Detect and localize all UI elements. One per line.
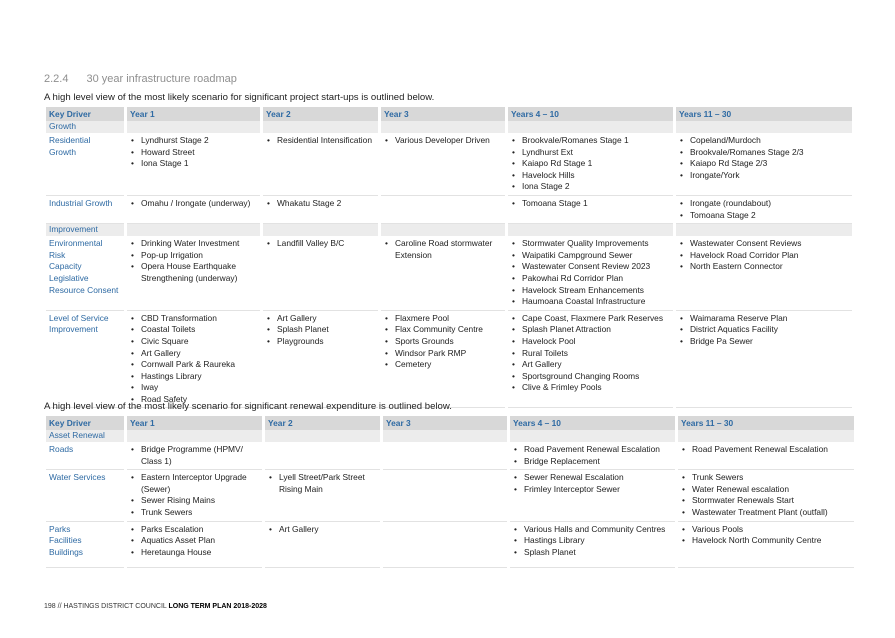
list-item: • Opera House Earthquake Strengthening (underway) (130, 261, 257, 284)
list-item: • Sportsground Changing Rooms (511, 371, 670, 383)
list-item: • Rural Toilets (511, 348, 670, 360)
list-item: • Waipatiki Campground Sewer (511, 250, 670, 262)
list-item: • Omahu / Irongate (underway) (130, 198, 257, 210)
driver-label: Improvement (49, 324, 98, 335)
years-4-10-cell (510, 522, 675, 568)
driver-label: Environmental (49, 238, 103, 249)
list-item: • Irongate (roundabout) (679, 198, 849, 210)
list-item: • Splash Planet Attraction (511, 324, 670, 336)
year-2-cell (265, 442, 380, 470)
list-item: • Road Pavement Renewal Escalation (681, 444, 851, 456)
driver-label: Residential (49, 135, 91, 145)
list-item: • Lyell Street/Park Street Rising Main (268, 472, 377, 495)
list-item: • Bridge Programme (HPMV/ Class 1) (130, 444, 259, 467)
year-1-cell (127, 236, 260, 311)
list-item: • Flaxmere Pool (384, 313, 502, 325)
list-item: • Sewer Rising Mains (130, 495, 259, 507)
col-year-2: Year 2 (265, 416, 380, 430)
list-item: • Howard Street (130, 147, 257, 159)
col-years-11-30: Years 11 – 30 (678, 416, 854, 430)
years-11-30-cell (676, 311, 852, 409)
col-years-11-30: Years 11 – 30 (676, 107, 852, 121)
list-item: • Cape Coast, Flaxmere Park Reserves (511, 313, 670, 325)
year-2-cell (263, 133, 378, 196)
list-item: • Various Developer Driven (384, 135, 502, 147)
list-item: • Havelock Stream Enhancements (511, 285, 670, 297)
year-1-cell (127, 522, 262, 568)
year-1-cell (127, 311, 260, 409)
list-item: • Residential Intensification (266, 135, 375, 147)
list-item: • Cornwall Park & Raureka (130, 359, 257, 371)
col-year-1: Year 1 (127, 107, 260, 121)
year-3-cell (383, 470, 507, 521)
list-item: • Windsor Park RMP (384, 348, 502, 360)
list-item: • CBD Transformation (130, 313, 257, 325)
year-3-cell (383, 442, 507, 470)
list-item: • Wastewater Consent Reviews (679, 238, 849, 250)
group-row-growth (46, 121, 852, 133)
list-item: • North Eastern Connector (679, 261, 849, 273)
list-item: • Various Pools (681, 524, 851, 536)
years-4-10-cell (508, 311, 673, 409)
year-3-cell (381, 133, 505, 196)
driver-label: Growth (49, 146, 76, 157)
group-label-asset-renewal: Asset Renewal (46, 430, 124, 442)
col-year-3: Year 3 (381, 107, 505, 121)
list-item: • Tomoana Stage 2 (679, 210, 849, 222)
list-item: • Art Gallery (130, 348, 257, 360)
table-row (46, 522, 854, 568)
table-row (46, 133, 852, 196)
years-4-10-cell (508, 236, 673, 311)
driver-cell (46, 311, 124, 409)
col-year-3: Year 3 (383, 416, 507, 430)
list-item: • Water Renewal escalation (681, 484, 851, 496)
startups-table (43, 107, 855, 408)
list-item: • Brookvale/Romanes Stage 1 (511, 135, 670, 147)
col-years-4-10: Years 4 – 10 (510, 416, 675, 430)
group-label-improvement: Improvement (46, 224, 124, 236)
driver-cell (46, 442, 124, 470)
list-item: • Havelock Pool (511, 336, 670, 348)
list-item: • Bridge Replacement (513, 456, 672, 468)
year-3-cell (381, 311, 505, 409)
list-item: • Sports Grounds (384, 336, 502, 348)
startups-header-row (46, 107, 852, 121)
years-11-30-cell (678, 442, 854, 470)
year-3-cell (381, 196, 505, 224)
year-2-cell (265, 470, 380, 521)
list-item: • Havelock Hills (511, 170, 670, 182)
driver-label: Capacity (49, 261, 82, 272)
list-item: • Stormwater Quality Improvements (511, 238, 670, 250)
footer-plan-title: LONG TERM PLAN 2018-2028 (168, 603, 267, 610)
year-2-cell (263, 236, 378, 311)
list-item: • Aquatics Asset Plan (130, 535, 259, 547)
table-row (46, 442, 854, 470)
list-item: • Road Safety (130, 394, 257, 406)
driver-cell (46, 133, 124, 196)
list-item: • Wastewater Treatment Plant (outfall) (681, 507, 851, 519)
driver-label: Roads (49, 444, 74, 454)
col-key-driver: Key Driver (46, 107, 124, 121)
list-item: • Kaiapo Rd Stage 1 (511, 158, 670, 170)
year-2-cell (263, 196, 378, 224)
list-item: • Haumoana Coastal Infrastructure (511, 296, 670, 308)
year-2-cell (265, 522, 380, 568)
list-item: • Waimarama Reserve Plan (679, 313, 849, 325)
year-3-cell (381, 236, 505, 311)
list-item: • Pakowhai Rd Corridor Plan (511, 273, 670, 285)
list-item: • Irongate/York (679, 170, 849, 182)
list-item: • Heretaunga House (130, 547, 259, 559)
list-item: • Havelock North Community Centre (681, 535, 851, 547)
list-item: • Lyndhurst Ext (511, 147, 670, 159)
table-row (46, 196, 852, 224)
driver-label: Water Services (49, 472, 106, 483)
list-item: • Iona Stage 1 (130, 158, 257, 170)
years-4-10-cell (510, 442, 675, 470)
list-item: • Playgrounds (266, 336, 375, 348)
list-item: • Tomoana Stage 1 (511, 198, 670, 210)
list-item: • Trunk Sewers (681, 472, 851, 484)
list-item: • Frimley Interceptor Sewer (513, 484, 672, 496)
list-item: • Stormwater Renewals Start (681, 495, 851, 507)
renewals-table (43, 416, 857, 568)
driver-label: Resource Consent (49, 284, 119, 295)
col-year-1: Year 1 (127, 416, 262, 430)
year-1-cell (127, 442, 262, 470)
driver-cell (46, 522, 124, 568)
col-key-driver: Key Driver (46, 416, 124, 430)
year-2-cell (263, 311, 378, 409)
section-title: 30 year infrastructure roadmap (86, 73, 237, 85)
year-1-cell (127, 133, 260, 196)
list-item: • Coastal Toilets (130, 324, 257, 336)
driver-label: Parks (49, 523, 71, 534)
list-item: • Trunk Sewers (130, 507, 259, 519)
list-item: • Art Gallery (511, 359, 670, 371)
group-label-growth: Growth (46, 121, 124, 133)
list-item: • Clive & Frimley Pools (511, 382, 670, 394)
list-item: • Hastings Library (130, 371, 257, 383)
section-number: 2.2.4 (44, 73, 69, 85)
group-row-asset-renewal (46, 430, 854, 442)
years-11-30-cell (678, 470, 854, 521)
years-11-30-cell (676, 133, 852, 196)
list-item: • Pop-up Irrigation (130, 250, 257, 262)
list-item: • Havelock Road Corridor Plan (679, 250, 849, 262)
driver-label: Legislative (49, 272, 89, 283)
list-item: • Bridge Pa Sewer (679, 336, 849, 348)
years-11-30-cell (676, 236, 852, 311)
list-item: • Cemetery (384, 359, 502, 371)
table-row (46, 311, 852, 409)
renewals-intro: A high level view of the most likely scenario for significant renewal expenditure is outlined below. (44, 401, 452, 412)
startups-intro: A high level view of the most likely scenario for significant project start-ups is outlined below. (44, 92, 435, 103)
list-item: • Brookvale/Romanes Stage 2/3 (679, 147, 849, 159)
list-item: • Caroline Road stormwater Extension (384, 238, 502, 261)
driver-cell (46, 196, 124, 224)
driver-label: Facilities (49, 535, 82, 546)
years-11-30-cell (678, 522, 854, 568)
col-years-4-10: Years 4 – 10 (508, 107, 673, 121)
list-item: • Road Pavement Renewal Escalation (513, 444, 672, 456)
years-4-10-cell (508, 133, 673, 196)
list-item: • Iona Stage 2 (511, 181, 670, 193)
list-item: • District Aquatics Facility (679, 324, 849, 336)
table-row (46, 236, 852, 311)
list-item: • Kaiapo Rd Stage 2/3 (679, 158, 849, 170)
list-item: • Whakatu Stage 2 (266, 198, 375, 210)
footer-prefix: 198 // HASTINGS DISTRICT COUNCIL (44, 603, 169, 610)
list-item: • Art Gallery (268, 524, 377, 536)
list-item: • Wastewater Consent Review 2023 (511, 261, 670, 273)
list-item: • Parks Escalation (130, 524, 259, 536)
year-3-cell (383, 522, 507, 568)
table-row (46, 470, 854, 521)
list-item: • Sewer Renewal Escalation (513, 472, 672, 484)
list-item: • Civic Square (130, 336, 257, 348)
list-item: • Lyndhurst Stage 2 (130, 135, 257, 147)
list-item: • Art Gallery (266, 313, 375, 325)
list-item: • Splash Planet (266, 324, 375, 336)
driver-label: Industrial Growth (49, 197, 113, 208)
years-4-10-cell (508, 196, 673, 224)
driver-cell (46, 470, 124, 521)
list-item: • Hastings Library (513, 535, 672, 547)
driver-label: Buildings (49, 546, 83, 557)
list-item: • Splash Planet (513, 547, 672, 559)
driver-label: Risk (49, 249, 66, 260)
years-11-30-cell (676, 196, 852, 224)
section-heading (44, 73, 237, 85)
renewals-header-row (46, 416, 854, 430)
group-row-improvement (46, 224, 852, 236)
list-item: • Flax Community Centre (384, 324, 502, 336)
driver-cell (46, 236, 124, 311)
list-item: • Various Halls and Community Centres (513, 524, 672, 536)
page-footer (44, 603, 267, 610)
list-item: • Eastern Interceptor Upgrade (Sewer) (130, 472, 259, 495)
years-4-10-cell (510, 470, 675, 521)
year-1-cell (127, 470, 262, 521)
list-item: • Landfill Valley B/C (266, 238, 375, 250)
year-1-cell (127, 196, 260, 224)
col-year-2: Year 2 (263, 107, 378, 121)
list-item: • Drinking Water Investment (130, 238, 257, 250)
list-item: • Iway (130, 382, 257, 394)
list-item: • Copeland/Murdoch (679, 135, 849, 147)
driver-label: Level of Service (49, 312, 109, 323)
